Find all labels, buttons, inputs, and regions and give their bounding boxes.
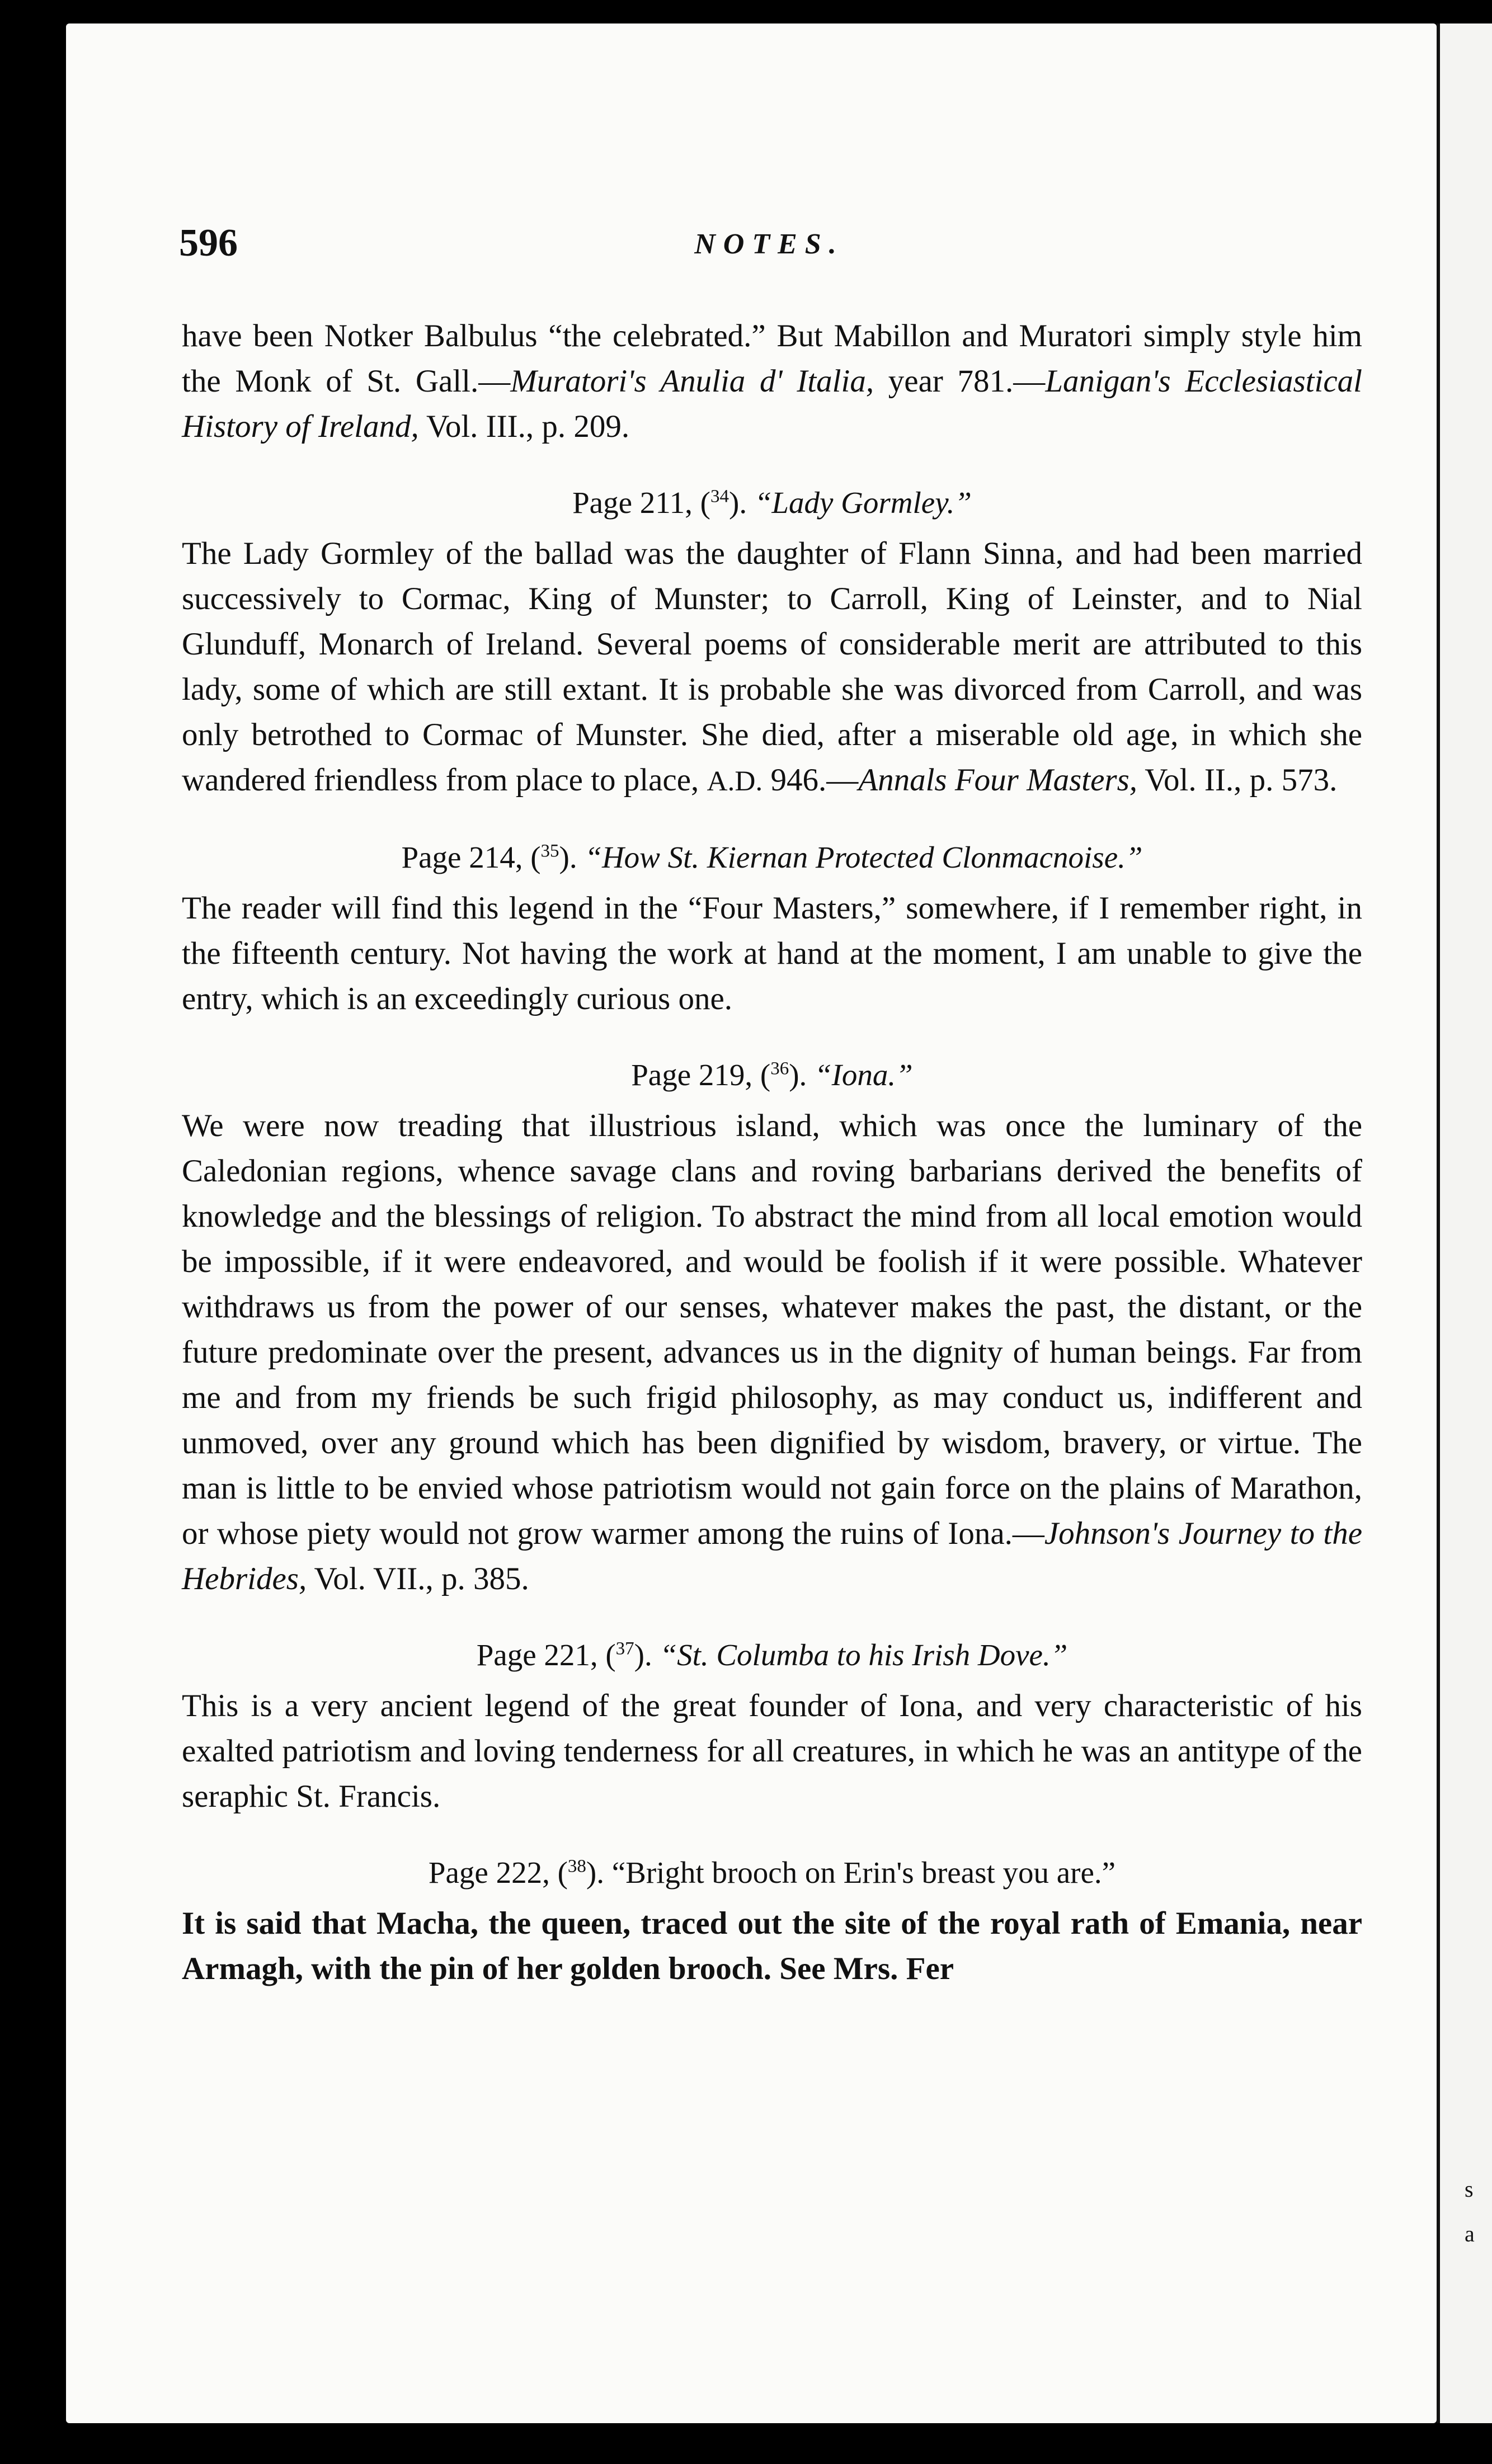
note-text: 946.—	[763, 762, 859, 798]
note-text: Vol. VII., p. 385.	[307, 1561, 529, 1596]
note-heading	[182, 1052, 1362, 1097]
note-heading	[182, 1850, 1362, 1895]
note-heading	[182, 1632, 1362, 1678]
continuation-text: have been Notker Balbulus “the celebrated.” But Mabillon and Muratori simply style him the Monk of St. Gall.—	[182, 318, 1362, 399]
note-title: “Bright brooch on Erin's breast you are.”	[611, 1855, 1116, 1890]
adjacent-page-edge	[1437, 23, 1492, 2423]
page-reference: Page 214, (	[401, 840, 541, 874]
note-title: “Iona.”	[815, 1058, 913, 1092]
citation: Johnson's Journey to the Hebrides,	[182, 1516, 1362, 1596]
page-bottom-edge	[66, 2412, 1437, 2423]
page-reference: Page 211, (	[572, 486, 710, 520]
note-number: 38	[567, 1856, 586, 1877]
note-number: 37	[615, 1638, 634, 1659]
page-content	[182, 313, 1362, 1991]
citation: Muratori's Anulia d' Italia,	[510, 364, 874, 399]
note-text: We were now treading that illustrious island, which was once the luminary of the Caledonian regions, whence savage clans and roving barbarians derived the benefits of knowledge and the blessings of religion. To abstract the mind from all local emotion would be impossible, if it were endeavored, and would be foolish if it were possible. Whatever withdraws us from the power of our senses, whatever makes the past, the distant, or the future predominate over the present, advances us in the dignity of human beings. Far from me and from my friends be such frigid philosophy, as may conduct us, indifferent and unmoved, over any ground which has been dignified by wisdom, bravery, or virtue. The man is little to be envied whose patriotism would not gain force on the plains of Marathon, or whose piety would not grow warmer among the ruins of Iona.—	[182, 1108, 1362, 1551]
note-heading-punct: ).	[559, 840, 585, 874]
note-title: “How St. Kiernan Protected Clonmacnoise.”	[585, 840, 1143, 874]
note-body	[182, 531, 1362, 804]
citation: Lanigan's Ecclesiastical History of Ireland,	[182, 364, 1362, 444]
note-body	[182, 885, 1362, 1021]
page-reference: Page 219, (	[631, 1058, 771, 1092]
note-text: Vol. II., p. 573.	[1137, 762, 1338, 798]
running-head: NOTES.	[694, 228, 844, 260]
page-header	[179, 221, 1359, 271]
note-heading-punct: ).	[789, 1058, 815, 1092]
note-text: The reader will find this legend in the “Four Masters,” somewhere, if I remember right, in the fifteenth century. Not having the work at hand at the moment, I am unable to give the entry, which is an exceedingly curious one.	[182, 891, 1362, 1016]
note-heading	[182, 480, 1362, 525]
note-title: “Lady Gormley.”	[754, 486, 972, 520]
era-abbrev: A.D.	[707, 765, 763, 797]
adjacent-page-letter: s	[1465, 2176, 1474, 2202]
continuation-text: year 781.—	[874, 364, 1046, 399]
page-reference: Page 221, (	[476, 1638, 616, 1672]
note-number: 34	[710, 486, 729, 507]
note-title: “St. Columba to his Irish Dove.”	[660, 1638, 1068, 1672]
note-body	[182, 1683, 1362, 1819]
note-text: It is said that Macha, the queen, traced out the site of the royal rath of Emania, near Armagh, with the pin of her golden brooch. See Mrs. Fer	[182, 1906, 1362, 1986]
note-number: 36	[770, 1058, 789, 1079]
page-reference: Page 222, (	[428, 1855, 568, 1890]
adjacent-page-letter: a	[1465, 2221, 1475, 2246]
citation: Annals Four Masters,	[858, 762, 1137, 798]
note-heading-punct: ).	[729, 486, 755, 520]
note-body	[182, 1901, 1362, 1991]
note-heading-punct: ).	[586, 1855, 612, 1890]
continuation-text: Vol. III., p. 209.	[418, 409, 630, 444]
note-number: 35	[540, 841, 559, 861]
note-body	[182, 1103, 1362, 1601]
page-number: 596	[179, 222, 238, 265]
note-heading-punct: ).	[634, 1638, 660, 1672]
note-text: The Lady Gormley of the ballad was the daughter of Flann Sinna, and had been married successively to Cormac, King of Munster; to Carroll, King of Leinster, and to Nial Glunduff, Monarch of Ireland. Several poems of considerable merit are attributed to this lady, some of which are still extant. It is probable she was divorced from Carroll, and was only betrothed to Cormac of Munster. She died, after a miserable old age, in which she wandered friendless from place to place,	[182, 536, 1362, 798]
continuation-paragraph	[182, 313, 1362, 449]
note-heading	[182, 835, 1362, 880]
note-text: This is a very ancient legend of the great founder of Iona, and very characteristic of his exalted patriotism and loving tenderness for all creatures, in which he was an antitype of the seraphic St. Francis.	[182, 1688, 1362, 1814]
